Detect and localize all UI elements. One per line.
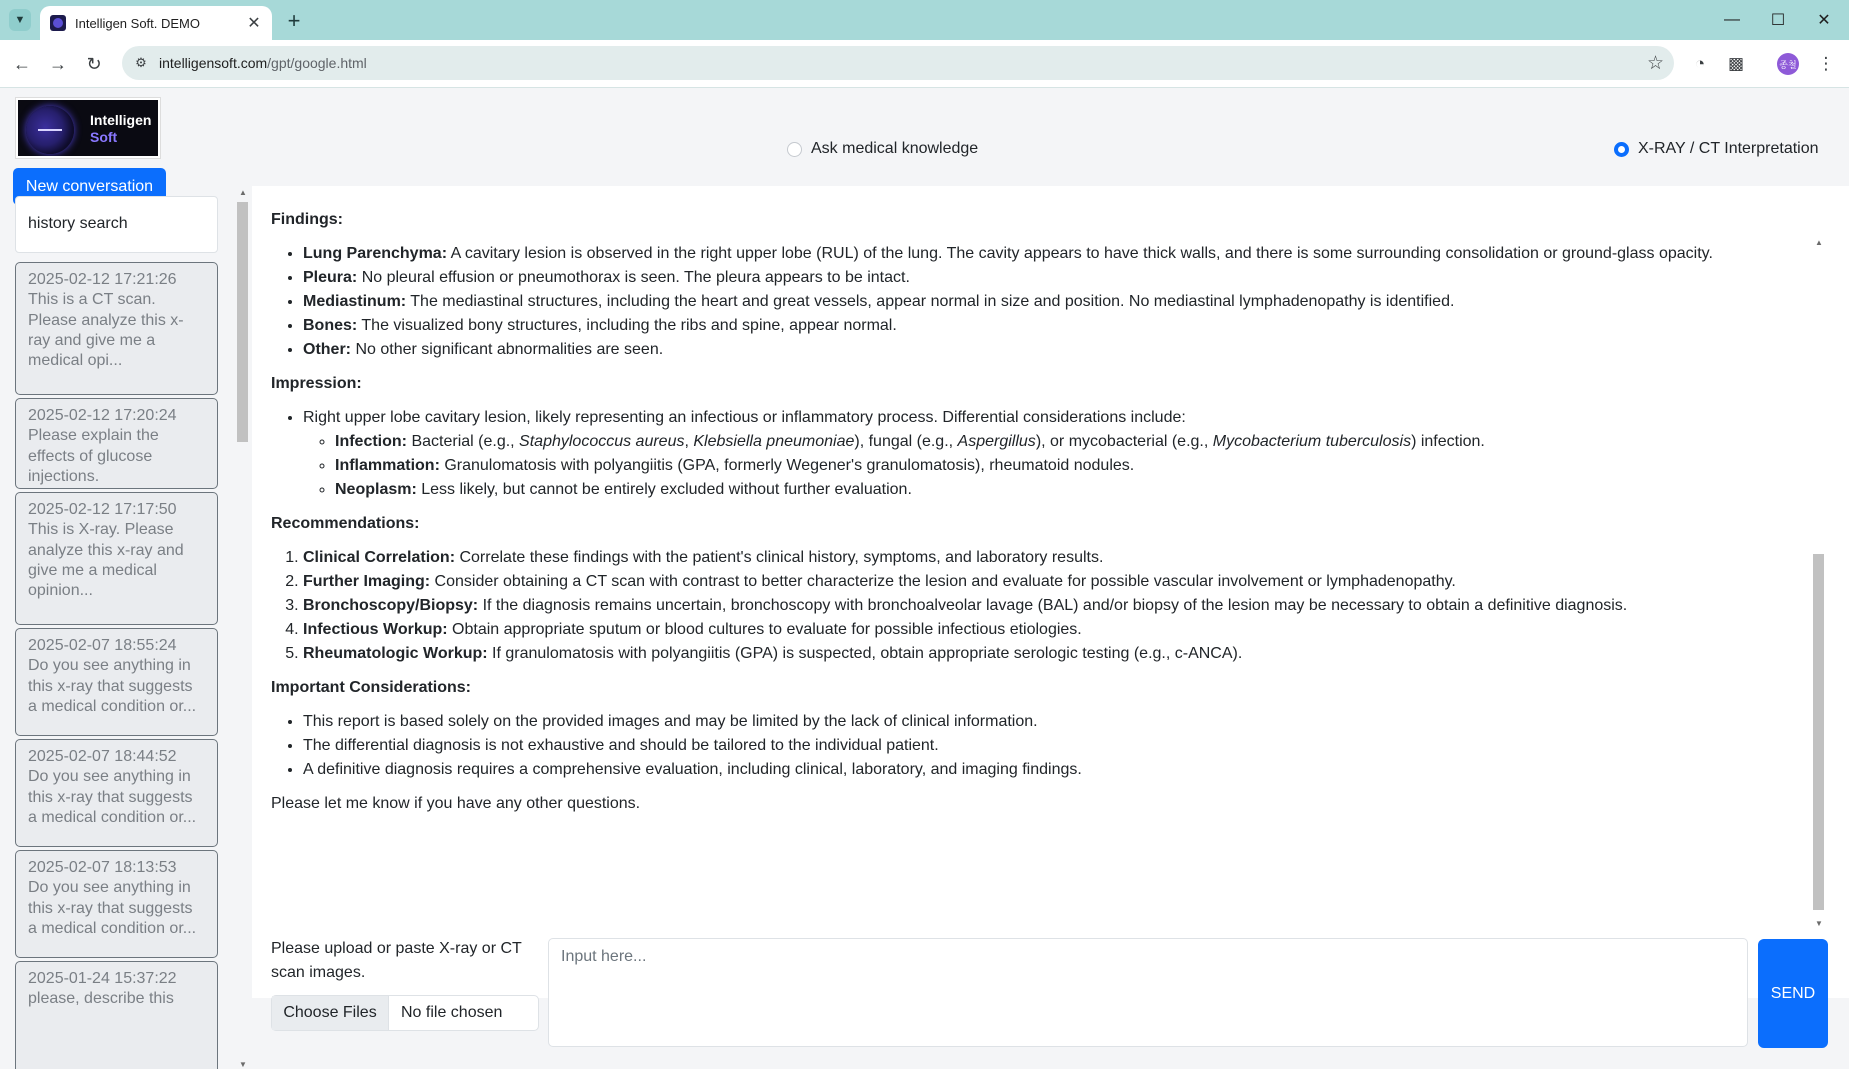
app-page — [0, 88, 1849, 1069]
finding-label: Mediastinum: — [303, 293, 407, 310]
recommendation-text: Obtain appropriate sputum or blood cultures to evaluate for possible infectious etiologies. — [447, 621, 1082, 638]
radio-selected[interactable] — [1614, 142, 1629, 157]
url-path: /gpt/google.html — [267, 55, 367, 71]
history-item[interactable] — [15, 262, 218, 395]
history-text: Please explain the effects of glucose injections. — [28, 427, 159, 485]
sidebar-scrollbar[interactable] — [236, 188, 250, 1069]
list-item — [335, 430, 1811, 454]
chat-scrollbar[interactable] — [1812, 238, 1826, 928]
logo-text-2: Soft — [90, 129, 118, 145]
list-item — [303, 570, 1811, 594]
list-item: • A definitive diagnosis requires a comprehensive evaluation, including clinical, laboratory, and imaging findings. — [303, 758, 1811, 782]
mode-label: X-RAY / CT Interpretation — [1638, 140, 1819, 157]
history-text: Do you see anything in this x-ray that suggests a medical condition or... — [28, 879, 197, 937]
history-item[interactable] — [15, 628, 218, 736]
browser-toolbar — [0, 40, 1849, 88]
history-text: please, describe this — [28, 990, 174, 1008]
differential-text: Granulomatosis with polyangiitis (GPA, formerly Wegener's granulomatosis), rheumatoid nodules. — [439, 457, 1135, 474]
history-time: 2025-02-07 18:13:53 — [28, 859, 177, 876]
considerations-list — [271, 710, 1811, 782]
radio-unselected[interactable] — [787, 142, 802, 157]
history-item[interactable] — [15, 492, 218, 625]
differential-text: Less likely, but cannot be entirely excluded without further evaluation. — [416, 481, 912, 498]
differential-text: Bacterial (e.g., — [407, 433, 520, 450]
history-time: 2025-02-12 17:17:50 — [28, 501, 177, 518]
list-item — [335, 454, 1811, 478]
ai-report — [271, 208, 1811, 816]
address-bar[interactable] — [122, 46, 1674, 80]
finding-label: Pleura: — [303, 269, 358, 286]
list-item — [303, 618, 1811, 642]
send-button[interactable]: SEND — [1758, 939, 1828, 1048]
history-item[interactable] — [15, 398, 218, 489]
new-tab-plus-icon[interactable]: + — [287, 8, 301, 33]
history-sidebar — [15, 196, 220, 1069]
maximize-icon[interactable]: ☐ — [1770, 12, 1786, 29]
findings-heading: Findings: — [271, 211, 343, 228]
list-item: • This report is based solely on the provided images and may be limited by the lack of clinical information. — [303, 710, 1811, 734]
file-status: No file chosen — [401, 1004, 503, 1021]
extensions-puzzle-icon[interactable]: ▩ — [1727, 54, 1745, 73]
recommendation-label: Infectious Workup: — [303, 621, 448, 638]
url-text[interactable] — [159, 55, 367, 71]
differential-text: ), fungal (e.g., — [854, 433, 958, 450]
differential-label: Inflammation: — [335, 457, 440, 474]
browser-menu-icon[interactable]: ⋮ — [1817, 54, 1835, 73]
recommendations-list — [271, 546, 1811, 666]
chat-scroll-thumb[interactable] — [1813, 554, 1824, 910]
findings-list — [271, 242, 1811, 362]
upload-label: Please upload or paste X-ray or CT scan images. — [271, 940, 522, 981]
list-item — [303, 314, 1811, 338]
mode-option-xray-ct[interactable] — [1614, 140, 1819, 158]
impression-list — [271, 406, 1811, 502]
scroll-down-arrow-icon[interactable]: ▼ — [1815, 919, 1823, 928]
mode-label: Ask medical knowledge — [811, 140, 979, 157]
history-time: 2025-02-12 17:21:26 — [28, 271, 177, 288]
list-item — [335, 478, 1811, 502]
differential-label: Neoplasm: — [335, 481, 417, 498]
tab-title: Intelligen Soft. DEMO — [75, 15, 200, 31]
mode-option-medical-knowledge[interactable] — [787, 140, 978, 158]
list-item — [303, 242, 1811, 266]
history-item[interactable] — [15, 739, 218, 847]
scroll-down-arrow-icon[interactable]: ▼ — [239, 1060, 247, 1069]
message-input[interactable]: Input here... — [548, 938, 1748, 1047]
finding-text: The visualized bony structures, including the ribs and spine, appear normal. — [357, 317, 897, 334]
closing-text: Please let me know if you have any other questions. — [271, 795, 641, 812]
recommendations-heading: Recommendations: — [271, 515, 420, 532]
list-item — [303, 546, 1811, 570]
list-item — [303, 642, 1811, 666]
finding-label: Lung Parenchyma: — [303, 245, 448, 262]
history-text: Do you see anything in this x-ray that suggests a medical condition or... — [28, 768, 197, 826]
new-conversation-button[interactable]: New conversation — [13, 168, 166, 205]
differential-label: Infection: — [335, 433, 407, 450]
organism-name: Aspergillus — [957, 433, 1036, 450]
considerations-heading: Important Considerations: — [271, 679, 472, 696]
history-text: This is X-ray. Please analyze this x-ray and give me a medical opinion... — [28, 521, 184, 600]
list-item — [303, 594, 1811, 618]
reload-icon[interactable]: ↻ — [86, 53, 102, 74]
list-item: • The differential diagnosis is not exhaustive and should be tailored to the individual patient. — [303, 734, 1811, 758]
history-time: 2025-02-07 18:55:24 — [28, 637, 177, 654]
recommendation-text: Consider obtaining a CT scan with contrast to better characterize the lesion and evaluate for possible vascular involvement or lymphadenopathy. — [430, 573, 1456, 590]
history-search-input[interactable]: history search — [15, 196, 218, 253]
list-item — [303, 266, 1811, 290]
scroll-up-arrow-icon[interactable]: ▲ — [1815, 238, 1823, 247]
url-host: intelligensoft.com — [159, 55, 268, 71]
scroll-up-arrow-icon[interactable]: ▲ — [239, 188, 247, 197]
logo-text-1: Intelligen — [90, 112, 152, 128]
list-item — [303, 290, 1811, 314]
differential-text: , — [684, 433, 694, 450]
minimize-icon[interactable]: — — [1724, 11, 1740, 28]
recommendation-label: Bronchoscopy/Biopsy: — [303, 597, 479, 614]
close-window-icon[interactable]: ✕ — [1817, 12, 1831, 29]
sidebar-scroll-thumb[interactable] — [237, 202, 248, 442]
impression-heading: Impression: — [271, 375, 362, 392]
differential-list — [303, 430, 1811, 502]
tab-search-chevron-icon[interactable]: ▼ — [9, 9, 31, 31]
forward-arrow-icon[interactable]: → — [49, 53, 67, 74]
history-time: 2025-02-12 17:20:24 — [28, 407, 177, 424]
differential-text: ), or mycobacterial (e.g., — [1035, 433, 1213, 450]
logo-orb-icon — [26, 106, 74, 154]
finding-text: No pleural effusion or pneumothorax is seen. The pleura appears to be intact. — [357, 269, 910, 286]
history-item[interactable] — [15, 961, 218, 1069]
finding-text: A cavitary lesion is observed in the right upper lobe (RUL) of the lung. The cavity appears to have thick walls, and there is some surrounding consolidation or ground-glass opacity. — [447, 245, 1713, 262]
site-favicon-icon — [50, 15, 66, 31]
history-time: 2025-02-07 18:44:52 — [28, 748, 177, 765]
recommendation-text: If granulomatosis with polyangiitis (GPA) is suspected, obtain appropriate serologic testing (e.g., c-ANCA). — [487, 645, 1243, 662]
finding-label: Other: — [303, 341, 351, 358]
recommendation-label: Clinical Correlation: — [303, 549, 456, 566]
history-item[interactable] — [15, 850, 218, 958]
differential-text: ) infection. — [1411, 433, 1485, 450]
browser-tab-strip — [0, 0, 1849, 40]
recommendation-text: Correlate these findings with the patient's clinical history, symptoms, and laboratory results. — [455, 549, 1104, 566]
extension-shield-icon[interactable]: ◔ — [1694, 54, 1706, 73]
finding-text: No other significant abnormalities are seen. — [351, 341, 664, 358]
app-logo — [15, 97, 161, 159]
recommendation-text: If the diagnosis remains uncertain, bronchoscopy with bronchoalveolar lavage (BAL) and/or biopsy of the lesion may be necessary to obtain a definitive diagnosis. — [478, 597, 1628, 614]
impression-text: Right upper lobe cavitary lesion, likely representing an infectious or inflammatory process. Differential considerations include: — [303, 409, 1186, 426]
history-time: 2025-01-24 15:37:22 — [28, 970, 177, 987]
organism-name: Mycobacterium tuberculosis — [1212, 433, 1412, 450]
finding-text: The mediastinal structures, including the heart and great vessels, appear normal in size and position. No mediastinal lymphadenopathy is identified. — [406, 293, 1455, 310]
back-arrow-icon[interactable]: ← — [13, 53, 31, 74]
list-item — [303, 338, 1811, 362]
list-item — [303, 406, 1811, 502]
chat-panel — [252, 186, 1849, 998]
history-text: This is a CT scan. Please analyze this x-ray and give me a medical opi... — [28, 291, 184, 370]
organism-name: Klebsiella pneumoniae — [693, 433, 855, 450]
browser-tab-active[interactable] — [40, 6, 272, 40]
organism-name: Staphylococcus aureus — [519, 433, 685, 450]
file-input[interactable] — [271, 995, 539, 1031]
finding-label: Bones: — [303, 317, 358, 334]
close-tab-icon[interactable]: ✕ — [247, 15, 261, 32]
recommendation-label: Further Imaging: — [303, 573, 431, 590]
choose-files-button[interactable]: Choose Files — [272, 996, 389, 1030]
bookmark-star-icon[interactable]: ☆ — [1646, 53, 1664, 74]
site-info-icon[interactable]: ⚙ — [135, 55, 147, 70]
profile-avatar[interactable]: 종철 — [1777, 53, 1799, 75]
recommendation-label: Rheumatologic Workup: — [303, 645, 488, 662]
history-text: Do you see anything in this x-ray that suggests a medical condition or... — [28, 657, 197, 715]
